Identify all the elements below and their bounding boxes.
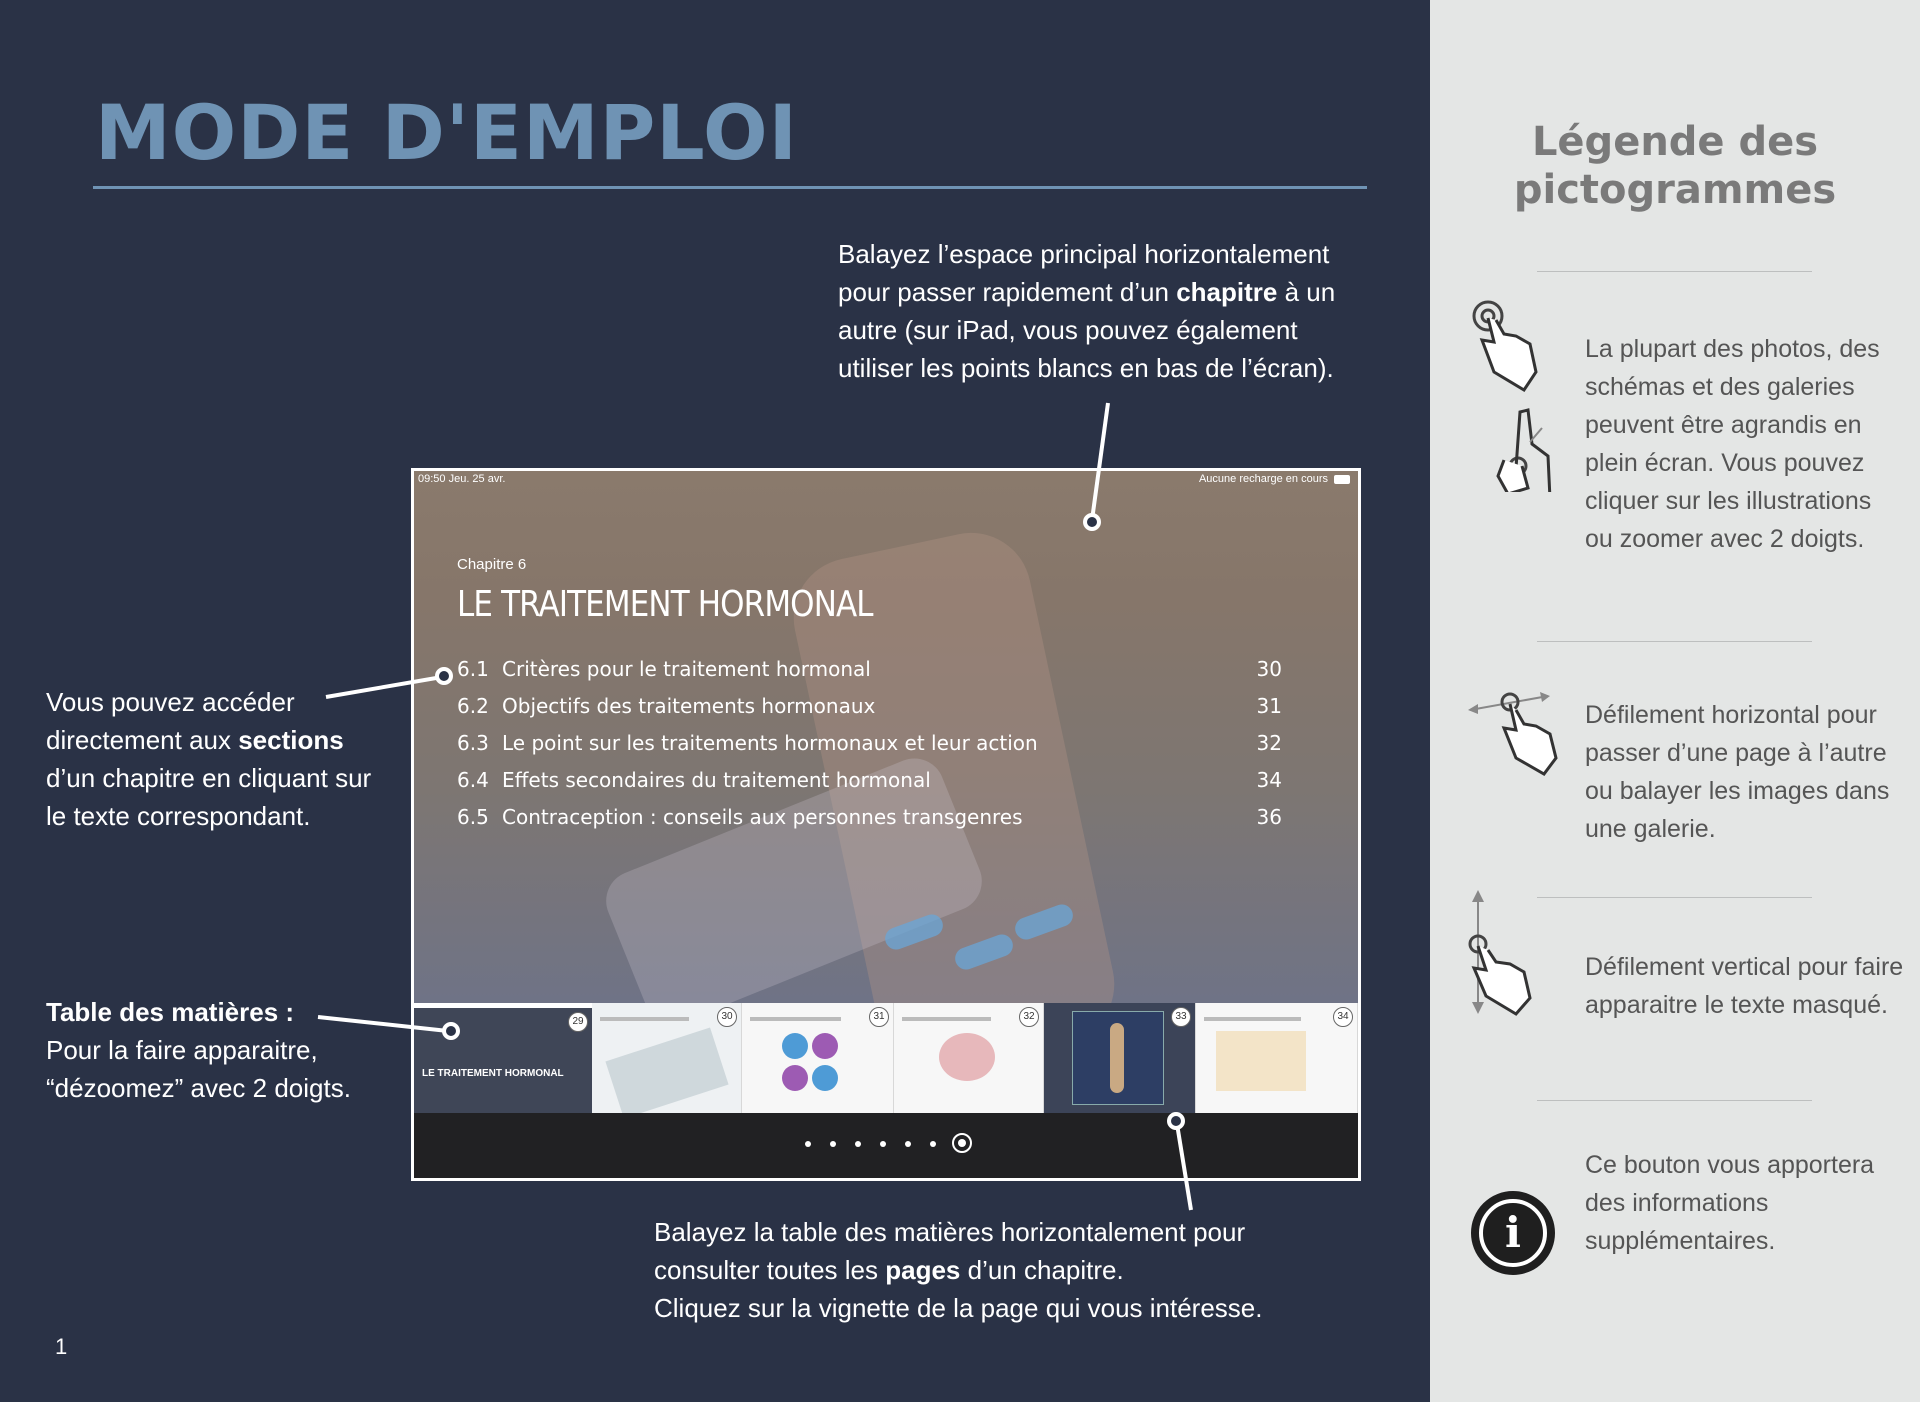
status-bar-time: 09:50 Jeu. 25 avr.: [418, 473, 506, 485]
thumbnail-diagram: [1216, 1031, 1306, 1091]
page-thumbnail-current[interactable]: [414, 1008, 592, 1113]
status-bar-battery-text: Aucune recharge en cours: [1198, 473, 1328, 485]
page-thumbnail[interactable]: [742, 1003, 894, 1113]
callout-bold: chapitre: [1176, 277, 1278, 307]
callout-text: Pour la faire apparaitre, “dézoomez” avec 2 doigts.: [46, 1035, 351, 1103]
toc-item[interactable]: [457, 768, 1282, 798]
callout-chapter-swipe: [838, 235, 1378, 387]
page-badge: 30: [717, 1007, 737, 1027]
legend-divider: [1537, 1100, 1812, 1101]
callout-text: à un autre (sur iPad, vous pouvez également utiliser les points blancs en bas de l’écran).: [838, 277, 1336, 383]
callout-bold: sections: [238, 725, 344, 755]
thumbnail-diagram: [782, 1033, 808, 1059]
toc-text: Effets secondaires du traitement hormonal: [502, 768, 931, 792]
page-thumbnail[interactable]: [1044, 1003, 1196, 1113]
page-dot[interactable]: [930, 1141, 936, 1147]
legend-sidebar: [1430, 0, 1920, 1402]
callout-text: d’un chapitre en cliquant sur le texte correspondant.: [46, 763, 372, 831]
toc-item[interactable]: [457, 731, 1282, 761]
page-dot[interactable]: [905, 1141, 911, 1147]
toc-item[interactable]: [457, 657, 1282, 687]
callout-text: d’un chapitre.: [960, 1255, 1124, 1285]
legend-title: Légende des pictogrammes: [1513, 119, 1837, 213]
horizontal-swipe-icon: [1468, 680, 1558, 790]
callout-pages-swipe: [654, 1213, 1334, 1327]
toc-text: Objectifs des traitements hormonaux: [502, 694, 876, 718]
thumbnail-image: [605, 1027, 728, 1113]
thumbnail-text-lines: [600, 1017, 689, 1021]
thumbnail-text-lines: [902, 1017, 991, 1021]
callout-table-of-contents: [46, 993, 356, 1107]
toc-text: Critères pour le traitement hormonal: [502, 657, 871, 681]
ipad-screenshot: [411, 468, 1361, 1181]
chapter-label: Chapitre 6: [457, 556, 527, 573]
callout-text: Balayez l’espace principal horizontalement pour passer rapidement d’un: [838, 239, 1330, 307]
toc-number: 6.3: [457, 731, 489, 755]
callout-text: Vous pouvez accéder directement aux: [46, 687, 295, 755]
info-icon: [1471, 1191, 1555, 1275]
toc-text: Contraception : conseils aux personnes transgenres: [502, 805, 1023, 829]
page-number: 1: [55, 1334, 68, 1359]
thumbnail-text-lines: [750, 1017, 841, 1021]
info-icon-glyph: i: [1479, 1199, 1547, 1267]
toc-page: 31: [1256, 694, 1282, 718]
chapter-dots-bar: [414, 1113, 1358, 1178]
pinch-zoom-icon: [1468, 292, 1558, 492]
thumbnail-title: LE TRAITEMENT HORMONAL: [422, 1068, 564, 1079]
toc-page: 36: [1256, 805, 1282, 829]
vertical-swipe-icon: [1468, 890, 1558, 1020]
callout-text: Cliquez sur la vignette de la page qui vous intéresse.: [654, 1293, 1263, 1323]
title-divider: [93, 186, 1367, 189]
toc-number: 6.5: [457, 805, 489, 829]
toc-page: 32: [1256, 731, 1282, 755]
page-dot[interactable]: [855, 1141, 861, 1147]
thumbnail-diagram: [782, 1065, 808, 1091]
page-title: MODE D'EMPLOI: [95, 88, 798, 177]
page-thumbnail[interactable]: [1196, 1003, 1358, 1113]
legend-text-vertical: Défilement vertical pour faire apparaitre le texte masqué.: [1585, 953, 1904, 1019]
thumbnail-figure: [1110, 1023, 1124, 1093]
page-dot[interactable]: [830, 1141, 836, 1147]
page-dot-active[interactable]: [952, 1133, 972, 1153]
toc-number: 6.1: [457, 657, 489, 681]
toc-text: Le point sur les traitements hormonaux et leur action: [502, 731, 1038, 755]
legend-text-zoom: La plupart des photos, des schémas et des galeries peuvent être agrandis en plein écran. Vous pouvez cliquer sur les illustrations ou zoomer avec 2 doigts.: [1585, 335, 1880, 553]
page-thumbnail[interactable]: [894, 1003, 1044, 1113]
page-thumbnail[interactable]: [592, 1003, 742, 1113]
callout-bold: pages: [885, 1255, 961, 1285]
legend-divider: [1537, 641, 1812, 642]
toc-number: 6.2: [457, 694, 489, 718]
toc-page: 34: [1256, 768, 1282, 792]
chapter-title: LE TRAITEMENT HORMONAL: [457, 584, 873, 625]
battery-icon: [1334, 475, 1350, 484]
page-badge: 29: [568, 1012, 588, 1032]
legend-text-horizontal: Défilement horizontal pour passer d’une page à l’autre ou balayer les images dans une galerie.: [1585, 701, 1890, 843]
toc-number: 6.4: [457, 768, 489, 792]
page-badge: 31: [869, 1007, 889, 1027]
page-badge: 32: [1019, 1007, 1039, 1027]
legend-divider: [1537, 271, 1812, 272]
callout-sections: [46, 683, 376, 835]
thumbnail-diagram: [812, 1033, 838, 1059]
thumbnail-text-lines: [1204, 1017, 1301, 1021]
toc-item[interactable]: [457, 805, 1282, 835]
callout-bold: Table des matières :: [46, 997, 295, 1027]
callout-text: Balayez la table des matières horizontalement pour consulter toutes les: [654, 1217, 1246, 1285]
legend-divider: [1537, 897, 1812, 898]
toc-item[interactable]: [457, 694, 1282, 724]
thumbnail-diagram: [939, 1033, 995, 1081]
legend-text-info: Ce bouton vous apportera des informations supplémentaires.: [1585, 1151, 1875, 1255]
page-dot[interactable]: [880, 1141, 886, 1147]
page-badge: 34: [1333, 1007, 1353, 1027]
page-badge: 33: [1171, 1007, 1191, 1027]
thumbnail-diagram: [812, 1065, 838, 1091]
toc-page: 30: [1256, 657, 1282, 681]
page-dot[interactable]: [805, 1141, 811, 1147]
